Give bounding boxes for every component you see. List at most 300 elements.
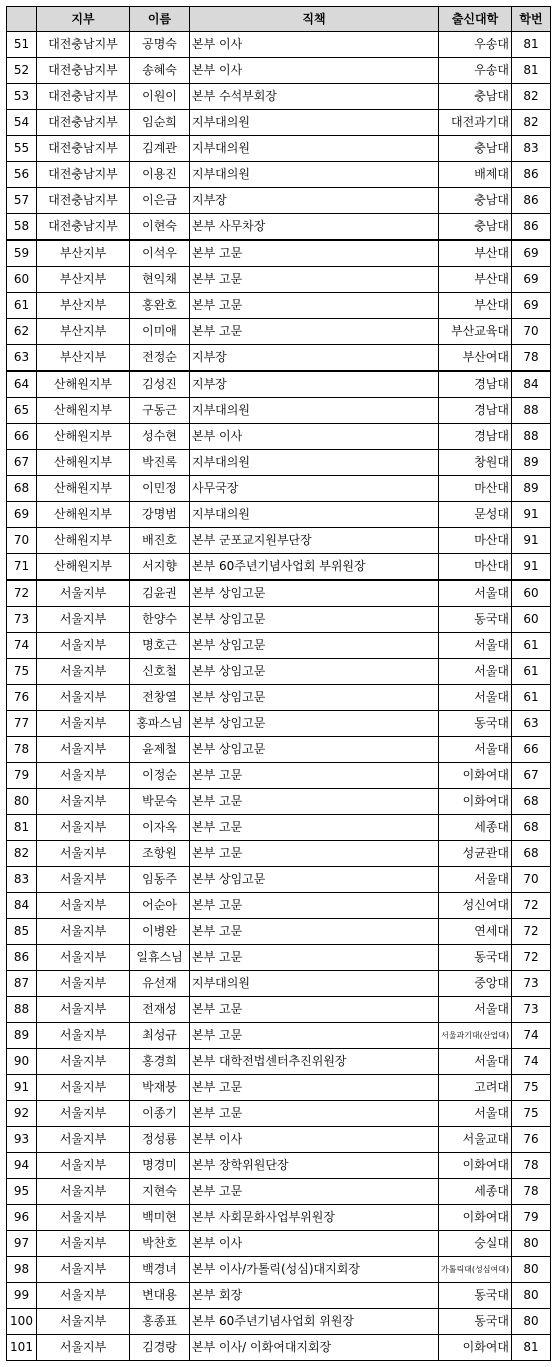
row-number: 77	[7, 711, 37, 737]
row-number: 93	[7, 1127, 37, 1153]
university-cell: 마산대	[439, 554, 512, 581]
university-cell: 동국대	[439, 1283, 512, 1309]
branch-cell: 대전충남지부	[37, 84, 130, 110]
name-cell: 이미애	[130, 319, 190, 345]
university-cell: 서울대	[439, 997, 512, 1023]
year-cell: 80	[512, 1309, 551, 1335]
university-cell: 동국대	[439, 1309, 512, 1335]
year-cell: 86	[512, 162, 551, 188]
table-row	[7, 162, 551, 188]
position-cell: 지부장	[190, 188, 439, 214]
year-cell: 86	[512, 188, 551, 214]
table-row	[7, 737, 551, 763]
branch-cell: 서울지부	[37, 1049, 130, 1075]
table-row	[7, 502, 551, 528]
position-cell: 본부 이사/ 이화여대지회장	[190, 1335, 439, 1361]
row-number: 94	[7, 1153, 37, 1179]
position-cell: 본부 상임고문	[190, 711, 439, 737]
row-number: 53	[7, 84, 37, 110]
position-cell: 지부대의원	[190, 502, 439, 528]
year-cell: 91	[512, 554, 551, 581]
name-cell: 전창열	[130, 685, 190, 711]
position-cell: 사무국장	[190, 476, 439, 502]
name-cell: 박재붕	[130, 1075, 190, 1101]
branch-cell: 서울지부	[37, 919, 130, 945]
name-cell: 송혜숙	[130, 58, 190, 84]
name-cell: 공명숙	[130, 32, 190, 58]
university-cell: 마산대	[439, 476, 512, 502]
header-university: 출신대학	[439, 7, 512, 32]
row-number: 85	[7, 919, 37, 945]
table-row	[7, 267, 551, 293]
year-cell: 83	[512, 136, 551, 162]
row-number: 98	[7, 1257, 37, 1283]
table-row	[7, 1257, 551, 1283]
year-cell: 79	[512, 1205, 551, 1231]
year-cell: 67	[512, 763, 551, 789]
year-cell: 72	[512, 945, 551, 971]
table-row	[7, 214, 551, 241]
branch-cell: 산해원지부	[37, 398, 130, 424]
year-cell: 84	[512, 371, 551, 398]
name-cell: 박찬호	[130, 1231, 190, 1257]
name-cell: 임순희	[130, 110, 190, 136]
table-row	[7, 1049, 551, 1075]
name-cell: 한양수	[130, 607, 190, 633]
year-cell: 82	[512, 110, 551, 136]
position-cell: 본부 이사	[190, 32, 439, 58]
university-cell: 우송대	[439, 32, 512, 58]
branch-cell: 서울지부	[37, 1335, 130, 1361]
row-number: 69	[7, 502, 37, 528]
table-row	[7, 58, 551, 84]
position-cell: 본부 고문	[190, 919, 439, 945]
table-row	[7, 1101, 551, 1127]
branch-cell: 부산지부	[37, 319, 130, 345]
row-number: 91	[7, 1075, 37, 1101]
position-cell: 본부 60주년기념사업회 위원장	[190, 1309, 439, 1335]
table-row	[7, 1283, 551, 1309]
university-cell: 가톨릭대(성심여대)	[439, 1257, 512, 1283]
year-cell: 88	[512, 424, 551, 450]
university-cell: 동국대	[439, 607, 512, 633]
year-cell: 91	[512, 528, 551, 554]
year-cell: 61	[512, 685, 551, 711]
row-number: 56	[7, 162, 37, 188]
university-cell: 충남대	[439, 214, 512, 241]
name-cell: 박문숙	[130, 789, 190, 815]
position-cell: 본부 고문	[190, 763, 439, 789]
name-cell: 이자옥	[130, 815, 190, 841]
table-body	[7, 32, 551, 1361]
position-cell: 본부 대학전법센터추진위원장	[190, 1049, 439, 1075]
row-number: 52	[7, 58, 37, 84]
university-cell: 성신여대	[439, 893, 512, 919]
row-number: 95	[7, 1179, 37, 1205]
name-cell: 조항원	[130, 841, 190, 867]
row-number: 65	[7, 398, 37, 424]
table-row	[7, 528, 551, 554]
position-cell: 지부장	[190, 371, 439, 398]
university-cell: 성균관대	[439, 841, 512, 867]
branch-cell: 서울지부	[37, 1309, 130, 1335]
branch-cell: 서울지부	[37, 1205, 130, 1231]
name-cell: 명경미	[130, 1153, 190, 1179]
university-cell: 창원대	[439, 450, 512, 476]
row-number: 73	[7, 607, 37, 633]
row-number: 75	[7, 659, 37, 685]
university-cell: 우송대	[439, 58, 512, 84]
row-number: 99	[7, 1283, 37, 1309]
position-cell: 지부대의원	[190, 110, 439, 136]
table-row	[7, 1179, 551, 1205]
row-number: 59	[7, 240, 37, 267]
position-cell: 본부 이사/가톨릭(성심)대지회장	[190, 1257, 439, 1283]
header-name: 이름	[130, 7, 190, 32]
university-cell: 부산교육대	[439, 319, 512, 345]
year-cell: 72	[512, 893, 551, 919]
university-cell: 배제대	[439, 162, 512, 188]
table-row	[7, 293, 551, 319]
branch-cell: 서울지부	[37, 1153, 130, 1179]
position-cell: 본부 고문	[190, 240, 439, 267]
university-cell: 이화여대	[439, 763, 512, 789]
row-number: 100	[7, 1309, 37, 1335]
table-row	[7, 345, 551, 372]
row-number: 63	[7, 345, 37, 372]
year-cell: 81	[512, 1335, 551, 1361]
row-number: 61	[7, 293, 37, 319]
row-number: 101	[7, 1335, 37, 1361]
university-cell: 서울대	[439, 633, 512, 659]
name-cell: 지현숙	[130, 1179, 190, 1205]
branch-cell: 서울지부	[37, 945, 130, 971]
table-row	[7, 893, 551, 919]
branch-cell: 서울지부	[37, 841, 130, 867]
position-cell: 본부 사회문화사업부위원장	[190, 1205, 439, 1231]
table-row	[7, 945, 551, 971]
year-cell: 60	[512, 607, 551, 633]
row-number: 70	[7, 528, 37, 554]
table-row	[7, 136, 551, 162]
position-cell: 본부 회장	[190, 1283, 439, 1309]
name-cell: 유선재	[130, 971, 190, 997]
year-cell: 78	[512, 1153, 551, 1179]
table-row	[7, 789, 551, 815]
name-cell: 김윤권	[130, 580, 190, 607]
university-cell: 중앙대	[439, 971, 512, 997]
year-cell: 68	[512, 841, 551, 867]
university-cell: 서울대	[439, 685, 512, 711]
position-cell: 지부대의원	[190, 971, 439, 997]
university-cell: 세종대	[439, 815, 512, 841]
branch-cell: 서울지부	[37, 1179, 130, 1205]
branch-cell: 서울지부	[37, 1101, 130, 1127]
name-cell: 이종기	[130, 1101, 190, 1127]
position-cell: 본부 상임고문	[190, 737, 439, 763]
year-cell: 74	[512, 1023, 551, 1049]
table-row	[7, 1127, 551, 1153]
row-number: 71	[7, 554, 37, 581]
table-row	[7, 240, 551, 267]
member-roster-table	[6, 6, 551, 1361]
branch-cell: 산해원지부	[37, 476, 130, 502]
year-cell: 78	[512, 345, 551, 372]
university-cell: 마산대	[439, 528, 512, 554]
table-row	[7, 919, 551, 945]
row-number: 62	[7, 319, 37, 345]
name-cell: 홍종표	[130, 1309, 190, 1335]
table-row	[7, 1309, 551, 1335]
table-row	[7, 1023, 551, 1049]
university-cell: 고려대	[439, 1075, 512, 1101]
row-number: 66	[7, 424, 37, 450]
row-number: 81	[7, 815, 37, 841]
row-number: 89	[7, 1023, 37, 1049]
year-cell: 73	[512, 971, 551, 997]
row-number: 88	[7, 997, 37, 1023]
table-row	[7, 580, 551, 607]
year-cell: 82	[512, 84, 551, 110]
branch-cell: 서울지부	[37, 867, 130, 893]
branch-cell: 서울지부	[37, 997, 130, 1023]
year-cell: 81	[512, 58, 551, 84]
row-number: 57	[7, 188, 37, 214]
branch-cell: 서울지부	[37, 1023, 130, 1049]
header-position: 직책	[190, 7, 439, 32]
branch-cell: 서울지부	[37, 763, 130, 789]
branch-cell: 산해원지부	[37, 554, 130, 581]
row-number: 84	[7, 893, 37, 919]
row-number: 51	[7, 32, 37, 58]
name-cell: 일휴스님	[130, 945, 190, 971]
position-cell: 지부대의원	[190, 398, 439, 424]
table-row	[7, 1231, 551, 1257]
university-cell: 서울대	[439, 1101, 512, 1127]
table-row	[7, 659, 551, 685]
university-cell: 충남대	[439, 84, 512, 110]
table-row	[7, 476, 551, 502]
name-cell: 전재성	[130, 997, 190, 1023]
name-cell: 홍완호	[130, 293, 190, 319]
university-cell: 이화여대	[439, 1205, 512, 1231]
table-row	[7, 711, 551, 737]
position-cell: 본부 고문	[190, 893, 439, 919]
branch-cell: 산해원지부	[37, 502, 130, 528]
name-cell: 전정순	[130, 345, 190, 372]
name-cell: 성수현	[130, 424, 190, 450]
name-cell: 최성규	[130, 1023, 190, 1049]
branch-cell: 부산지부	[37, 267, 130, 293]
branch-cell: 서울지부	[37, 1075, 130, 1101]
year-cell: 61	[512, 659, 551, 685]
table-row	[7, 971, 551, 997]
branch-cell: 대전충남지부	[37, 162, 130, 188]
branch-cell: 산해원지부	[37, 450, 130, 476]
university-cell: 부산여대	[439, 345, 512, 372]
branch-cell: 대전충남지부	[37, 214, 130, 241]
table-row	[7, 424, 551, 450]
year-cell: 81	[512, 32, 551, 58]
row-number: 58	[7, 214, 37, 241]
name-cell: 강명범	[130, 502, 190, 528]
name-cell: 김경랑	[130, 1335, 190, 1361]
branch-cell: 대전충남지부	[37, 32, 130, 58]
year-cell: 74	[512, 1049, 551, 1075]
position-cell: 본부 상임고문	[190, 607, 439, 633]
university-cell: 문성대	[439, 502, 512, 528]
table-row	[7, 815, 551, 841]
university-cell: 이화여대	[439, 1335, 512, 1361]
branch-cell: 서울지부	[37, 685, 130, 711]
table-row	[7, 1153, 551, 1179]
table-row	[7, 319, 551, 345]
table-row	[7, 763, 551, 789]
university-cell: 서울대	[439, 867, 512, 893]
year-cell: 69	[512, 267, 551, 293]
row-number: 97	[7, 1231, 37, 1257]
name-cell: 이은금	[130, 188, 190, 214]
university-cell: 서울교대	[439, 1127, 512, 1153]
branch-cell: 서울지부	[37, 659, 130, 685]
name-cell: 홍경희	[130, 1049, 190, 1075]
name-cell: 백경녀	[130, 1257, 190, 1283]
branch-cell: 서울지부	[37, 789, 130, 815]
university-cell: 세종대	[439, 1179, 512, 1205]
university-cell: 연세대	[439, 919, 512, 945]
name-cell: 이석우	[130, 240, 190, 267]
branch-cell: 서울지부	[37, 1283, 130, 1309]
year-cell: 66	[512, 737, 551, 763]
year-cell: 73	[512, 997, 551, 1023]
row-number: 68	[7, 476, 37, 502]
year-cell: 89	[512, 476, 551, 502]
table-row	[7, 1075, 551, 1101]
position-cell: 본부 상임고문	[190, 867, 439, 893]
branch-cell: 서울지부	[37, 633, 130, 659]
row-number: 90	[7, 1049, 37, 1075]
position-cell: 본부 고문	[190, 319, 439, 345]
university-cell: 부산대	[439, 293, 512, 319]
position-cell: 본부 수석부회장	[190, 84, 439, 110]
university-cell: 서울대	[439, 737, 512, 763]
name-cell: 이민정	[130, 476, 190, 502]
year-cell: 72	[512, 919, 551, 945]
year-cell: 61	[512, 633, 551, 659]
position-cell: 본부 상임고문	[190, 633, 439, 659]
university-cell: 경남대	[439, 371, 512, 398]
year-cell: 78	[512, 1179, 551, 1205]
university-cell: 서울대	[439, 659, 512, 685]
name-cell: 홍파스님	[130, 711, 190, 737]
row-number: 55	[7, 136, 37, 162]
branch-cell: 서울지부	[37, 580, 130, 607]
table-row	[7, 371, 551, 398]
table-row	[7, 685, 551, 711]
year-cell: 86	[512, 214, 551, 241]
name-cell: 신호철	[130, 659, 190, 685]
year-cell: 69	[512, 293, 551, 319]
year-cell: 60	[512, 580, 551, 607]
table-row	[7, 1335, 551, 1361]
position-cell: 본부 고문	[190, 997, 439, 1023]
table-row	[7, 554, 551, 581]
row-number: 79	[7, 763, 37, 789]
header-year: 학번	[512, 7, 551, 32]
year-cell: 68	[512, 815, 551, 841]
university-cell: 경남대	[439, 424, 512, 450]
name-cell: 어순아	[130, 893, 190, 919]
position-cell: 본부 이사	[190, 58, 439, 84]
university-cell: 서울대	[439, 1049, 512, 1075]
position-cell: 본부 상임고문	[190, 580, 439, 607]
position-cell: 본부 고문	[190, 815, 439, 841]
row-number: 54	[7, 110, 37, 136]
university-cell: 충남대	[439, 136, 512, 162]
row-number: 83	[7, 867, 37, 893]
name-cell: 박진록	[130, 450, 190, 476]
table-row	[7, 398, 551, 424]
position-cell: 본부 상임고문	[190, 659, 439, 685]
table-row	[7, 188, 551, 214]
name-cell: 변대용	[130, 1283, 190, 1309]
row-number: 74	[7, 633, 37, 659]
university-cell: 경남대	[439, 398, 512, 424]
header-no	[7, 7, 37, 32]
position-cell: 본부 고문	[190, 1075, 439, 1101]
position-cell: 본부 이사	[190, 1231, 439, 1257]
university-cell: 이화여대	[439, 789, 512, 815]
branch-cell: 서울지부	[37, 815, 130, 841]
name-cell: 백미현	[130, 1205, 190, 1231]
name-cell: 명호근	[130, 633, 190, 659]
branch-cell: 산해원지부	[37, 528, 130, 554]
name-cell: 서지향	[130, 554, 190, 581]
year-cell: 76	[512, 1127, 551, 1153]
year-cell: 75	[512, 1101, 551, 1127]
year-cell: 70	[512, 867, 551, 893]
branch-cell: 서울지부	[37, 971, 130, 997]
position-cell: 본부 사무차장	[190, 214, 439, 241]
university-cell: 동국대	[439, 711, 512, 737]
name-cell: 이원이	[130, 84, 190, 110]
name-cell: 이병완	[130, 919, 190, 945]
university-cell: 동국대	[439, 945, 512, 971]
year-cell: 68	[512, 789, 551, 815]
row-number: 96	[7, 1205, 37, 1231]
university-cell: 이화여대	[439, 1153, 512, 1179]
table-row	[7, 1205, 551, 1231]
row-number: 86	[7, 945, 37, 971]
name-cell: 배진호	[130, 528, 190, 554]
row-number: 80	[7, 789, 37, 815]
university-cell: 서울과기대(산업대)	[439, 1023, 512, 1049]
position-cell: 본부 고문	[190, 945, 439, 971]
name-cell: 이정순	[130, 763, 190, 789]
table-row	[7, 841, 551, 867]
branch-cell: 대전충남지부	[37, 58, 130, 84]
branch-cell: 부산지부	[37, 240, 130, 267]
branch-cell: 부산지부	[37, 293, 130, 319]
position-cell: 본부 장학위원단장	[190, 1153, 439, 1179]
year-cell: 63	[512, 711, 551, 737]
table-header-row	[7, 7, 551, 32]
position-cell: 본부 고문	[190, 267, 439, 293]
year-cell: 80	[512, 1283, 551, 1309]
table-row	[7, 84, 551, 110]
table-row	[7, 607, 551, 633]
branch-cell: 산해원지부	[37, 371, 130, 398]
